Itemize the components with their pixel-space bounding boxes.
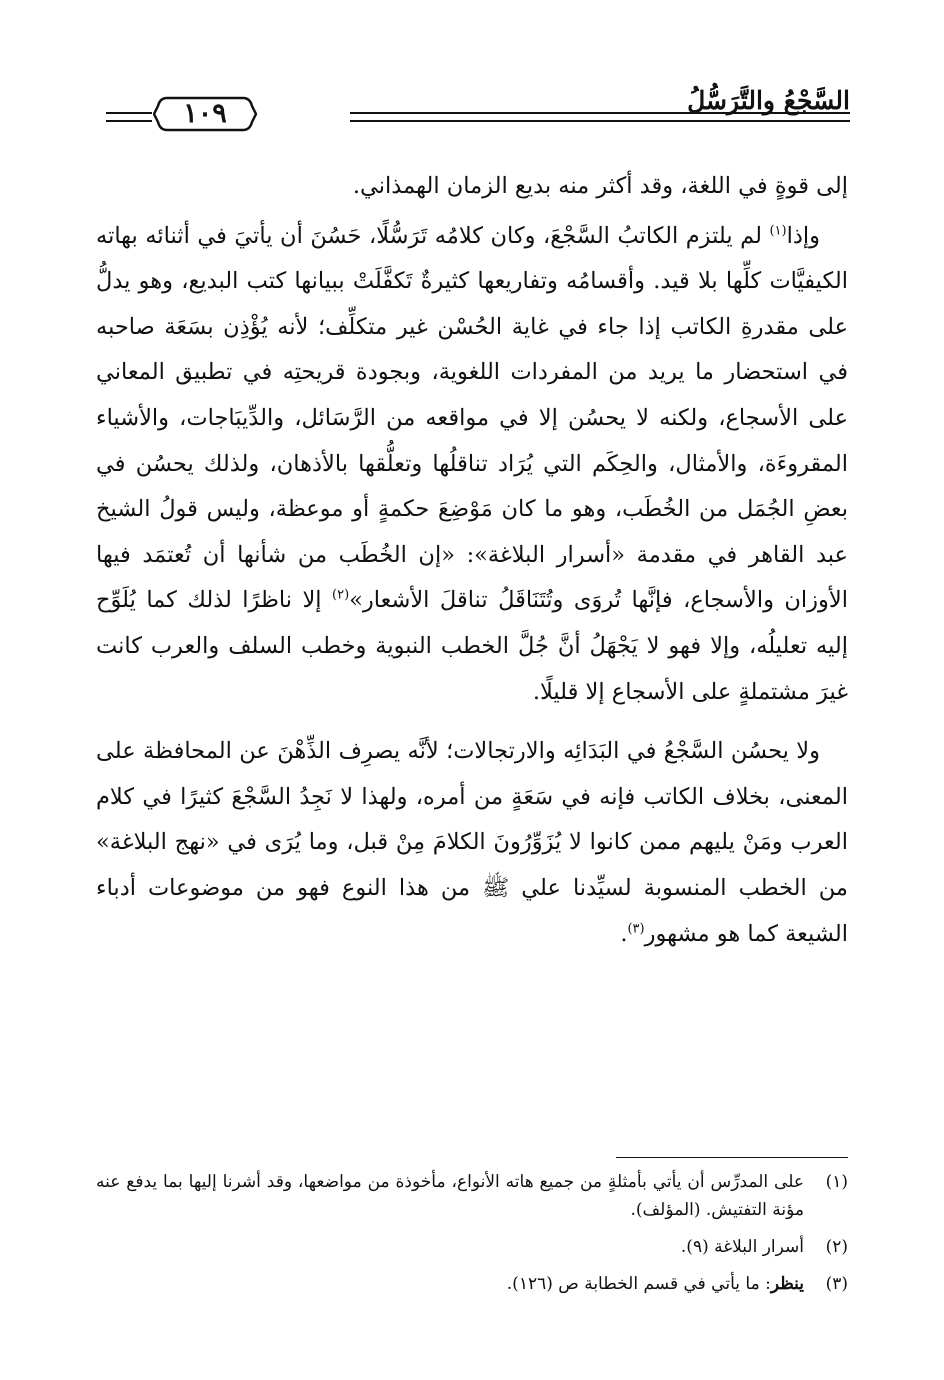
header-rule-left [106,112,152,122]
footnote-lead: ينظر [770,1274,804,1294]
paragraph [96,214,848,716]
paragraph-text: إلا ناظرًا لذلك كما يُلَوِّح إليه تعليلُه، وإلا فهو لا يَجْهَلُ أنَّ جُلَّ الخطب النبوية وخطب السلف والعرب كانت غيرَ مشتملةٍ على الأسجاع إلا قليلًا. [96,587,848,705]
footnote-marker: (١) [825,1172,848,1192]
page-header [98,80,850,136]
footnote-text: أسرار البلاغة (٩). [680,1237,804,1257]
footnote-text: على المدرِّس أن يأتي بأمثلةٍ من جميع هاته الأنواع، مأخوذة من مواضعها، وقد أشرنا إليها بما يدفع عنه مؤنة التفتيش. (المؤلف). [96,1172,804,1220]
footnote-separator [616,1157,848,1158]
paragraph-text: إلى قوةٍ في اللغة، وقد أكثر منه بديع الزمان الهمذاني. [352,173,848,199]
footnote-item [96,1233,848,1261]
header-rule-right [350,112,850,122]
paragraph-text: وإذا [786,222,820,249]
footnote-reference[interactable]: (٣) [627,921,645,936]
page-number-frame [153,94,257,134]
page-number: ١٠٩ [183,98,227,129]
paragraph [96,729,848,957]
body-text [96,164,848,957]
footnote-reference[interactable]: (٢) [332,587,350,603]
footnote-text: : ما يأتي في قسم الخطابة ص (١٢٦). [506,1274,771,1294]
footnote-item [96,1168,848,1224]
footnotes [96,1168,848,1307]
paragraph-text: . [620,920,628,947]
footnote-marker: (٢) [825,1237,848,1257]
paragraph-text: ولا يحسُن السَّجْعُ في البَدَائِه والارتجالات؛ لأنَّه يصرِف الذِّهْنَ عن المحافظة على المعنى، بخلاف الكاتب فإنه في سَعَةٍ من أمره، ولهذا لا نَجِدُ السَّجْعَ كثيرًا في كلام العرب ومَنْ يليهم ممن كانوا لا يُزَوِّرُونَ الكلامَ مِنْ قبل، وما يُرَى في «نهج البلاغة» من الخطب المنسوبة لسيِّدنا علي ﷺ من هذا النوع فهو من موضوعات أدباء الشيعة كما هو مشهور [96,738,848,947]
footnote-item [96,1270,848,1298]
paragraph-text: لم يلتزم الكاتبُ السَّجْعَ، وكان كلامُه تَرَسُّلًا، حَسُنَ أن يأتيَ في أثنائه بهاته الكيفيَّات كلِّها بلا قيد. وأقسامُه وتفاريعها كثيرةٌ تَكفَّلَتْ ببيانها كتب البديع، وهو يدلُّ على مقدرةِ الكاتب إذا جاء في غاية الحُسْن غير متكلِّف؛ لأنه يُؤْذِن بسَعَة صاحبه في استحضار ما يريد من المفردات اللغوية، وبجودة قريحتِه في تطبيق المعاني على الأسجاع، ولكنه لا يحسُن إلا في مواقعه من الرَّسَائل، والدِّيبَاجات، والأشياء المقروءَة، والأمثال، والحِكَم التي يُرَاد تناقلُها وتعلُّقها بالأذهان، ولذلك يحسُن في بعضِ الجُمَل من الخُطَب، وهو ما كان مَوْضِعَ حكمةٍ أو موعظة، وليس قولُ الشيخ عبد القاهر في مقدمة «أسرار البلاغة»: «إن الخُطَب من شأنها أن تُعتمَد فيها الأوزان والأسجاع، فإنَّها تُروَى وتُتَنَاقَلُ تناقلَ الأشعار» [96,222,848,614]
footnote-reference[interactable]: (١) [769,223,787,239]
footnote-marker: (٣) [825,1274,848,1294]
running-title: السَّجْعُ والتَّرَسُّلُ [687,86,850,115]
paragraph [96,164,848,210]
